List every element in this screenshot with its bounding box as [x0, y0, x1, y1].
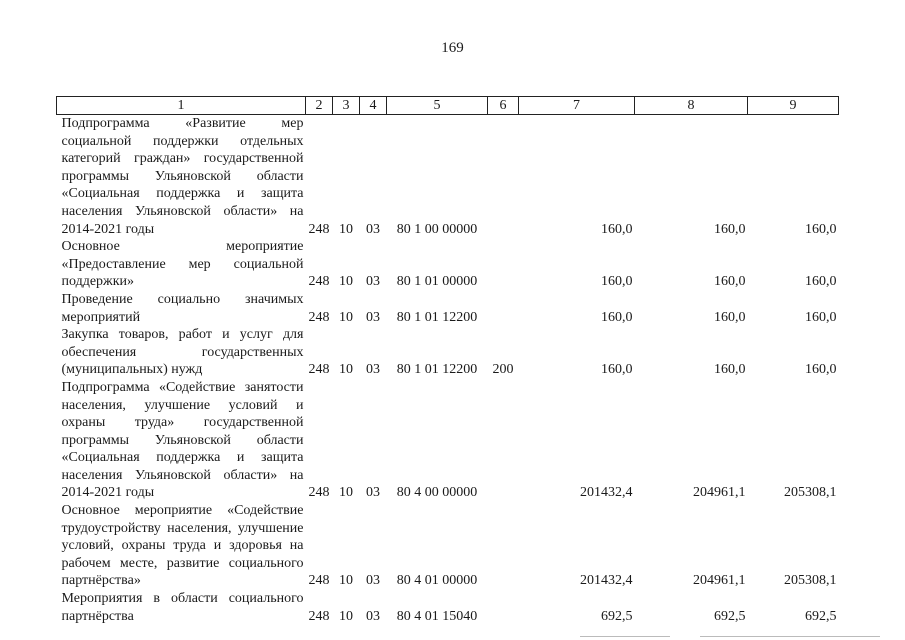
table-row: [57, 238, 839, 291]
row-value-col-7: 160,0: [601, 221, 633, 237]
row-name: Основное мероприятие «Предоставление мер социальной поддержки»: [61, 239, 304, 290]
row-section-code: 10: [339, 608, 353, 624]
row-value-col-9: 205308,1: [784, 485, 837, 501]
row-subsection-code: 03: [366, 608, 380, 624]
table-body: [57, 115, 839, 626]
row-section-code: 10: [339, 485, 353, 501]
row-subsection-code: 03: [366, 274, 380, 290]
row-ministry-code: 248: [308, 608, 330, 624]
row-ministry-code: 248: [308, 309, 330, 325]
row-subsection-code: 03: [366, 309, 380, 325]
table-header: [57, 97, 839, 115]
table-row: [57, 326, 839, 379]
header-col-6: 6: [488, 97, 519, 115]
row-value-col-8: 160,0: [714, 274, 746, 290]
row-value-col-7: 160,0: [601, 309, 633, 325]
row-target-article: 80 4 01 00000: [396, 573, 478, 589]
row-section-code: 10: [339, 362, 353, 378]
row-expense-type: [488, 502, 519, 590]
scan-artifact-line: [580, 636, 670, 637]
header-col-3: 3: [333, 97, 360, 115]
row-expense-type: [488, 238, 519, 291]
row-target-article: 80 4 01 15040: [396, 608, 478, 624]
row-value-col-8: 204961,1: [693, 573, 746, 589]
header-col-9: 9: [748, 97, 839, 115]
budget-table: [56, 96, 839, 625]
row-value-col-7: 160,0: [601, 362, 633, 378]
row-ministry-code: 248: [308, 221, 330, 237]
row-value-col-9: 205308,1: [784, 573, 837, 589]
row-subsection-code: 03: [366, 221, 380, 237]
table-row: [57, 502, 839, 590]
header-row: [57, 97, 839, 115]
header-col-8: 8: [635, 97, 748, 115]
row-value-col-8: 204961,1: [693, 485, 746, 501]
row-expense-type: [488, 115, 519, 239]
row-target-article: 80 1 01 12200: [396, 362, 478, 378]
row-section-code: 10: [339, 309, 353, 325]
row-expense-type: [488, 291, 519, 326]
table-row: [57, 291, 839, 326]
row-name: Проведение социально значимых мероприятий: [61, 291, 304, 325]
row-target-article: 80 4 00 00000: [396, 485, 478, 501]
row-value-col-9: 160,0: [805, 221, 837, 237]
row-value-col-9: 160,0: [805, 362, 837, 378]
table-row: [57, 115, 839, 239]
row-expense-type: [488, 590, 519, 625]
row-section-code: 10: [339, 274, 353, 290]
row-value-col-9: 692,5: [805, 608, 837, 624]
row-subsection-code: 03: [366, 362, 380, 378]
row-value-col-8: 160,0: [714, 221, 746, 237]
header-col-5: 5: [387, 97, 488, 115]
page-number: 169: [441, 40, 464, 56]
row-value-col-8: 160,0: [714, 309, 746, 325]
row-section-code: 10: [339, 573, 353, 589]
row-value-col-7: 201432,4: [580, 573, 633, 589]
row-name: Закупка товаров, работ и услуг для обеспечения государственных (муниципальных) нужд: [61, 327, 304, 378]
row-expense-type: [488, 379, 519, 502]
row-value-col-7: 160,0: [601, 274, 633, 290]
row-name: Основное мероприятие «Содействие трудоустройству населения, улучшение условий, охраны труда и здоровья на рабочем месте, развитие социального партнёрства»: [61, 503, 304, 589]
row-value-col-8: 692,5: [714, 608, 746, 624]
row-value-col-7: 201432,4: [580, 485, 633, 501]
row-subsection-code: 03: [366, 573, 380, 589]
row-ministry-code: 248: [308, 485, 330, 501]
row-target-article: 80 1 01 00000: [396, 274, 478, 290]
header-col-2: 2: [306, 97, 333, 115]
row-subsection-code: 03: [366, 485, 380, 501]
row-name: Подпрограмма «Содействие занятости населения, улучшение условий и охраны труда» государственной программы Ульяновской области «Социальная поддержка и защита населения Ульяновской области» на 2014-2021 годы: [61, 379, 304, 501]
row-name: Мероприятия в области социального партнёрства: [61, 591, 304, 624]
header-col-4: 4: [360, 97, 387, 115]
row-expense-type: 200: [492, 362, 514, 378]
scan-artifact-line: [700, 636, 880, 637]
row-section-code: 10: [339, 221, 353, 237]
header-col-7: 7: [519, 97, 635, 115]
row-value-col-9: 160,0: [805, 309, 837, 325]
table-row: [57, 590, 839, 625]
row-value-col-7: 692,5: [601, 608, 633, 624]
row-name: Подпрограмма «Развитие мер социальной поддержки отдельных категорий граждан» государственной программы Ульяновской области «Социальная поддержка и защита населения Ульяновской области» на 2014-2021 годы: [61, 116, 304, 237]
row-ministry-code: 248: [308, 573, 330, 589]
row-value-col-9: 160,0: [805, 274, 837, 290]
row-target-article: 80 1 01 12200: [396, 309, 478, 325]
header-col-1: 1: [57, 97, 306, 115]
row-ministry-code: 248: [308, 274, 330, 290]
row-ministry-code: 248: [308, 362, 330, 378]
table-row: [57, 379, 839, 502]
row-target-article: 80 1 00 00000: [396, 221, 478, 237]
row-value-col-8: 160,0: [714, 362, 746, 378]
